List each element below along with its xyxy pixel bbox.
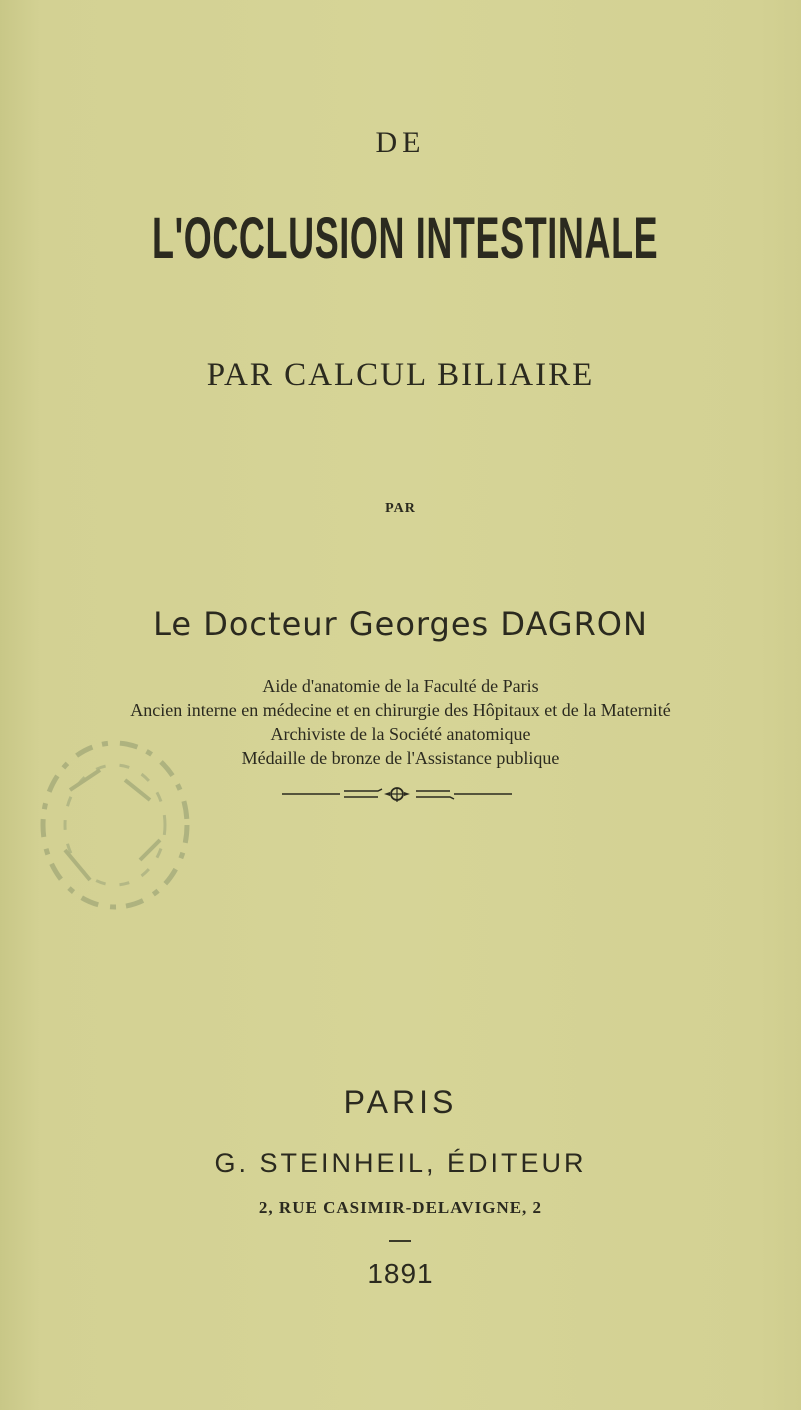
publisher: G. STEINHEIL, ÉDITEUR (214, 1148, 587, 1178)
main-title: L'OCCLUSION INTESTINALE (152, 206, 659, 271)
author-name: Le Docteur Georges DAGRON (153, 605, 648, 643)
title-prefix: DE (375, 126, 426, 159)
by-label: PAR (385, 501, 416, 516)
divider (389, 1240, 411, 1242)
ornamental-rule-icon (282, 782, 512, 806)
library-stamp-icon (30, 730, 200, 920)
author-credential: Médaille de bronze de l'Assistance publique (241, 748, 560, 768)
author-credential: Aide d'anatomie de la Faculté de Paris (262, 676, 539, 696)
publication-city: PARIS (343, 1084, 458, 1120)
author-credential: Ancien interne en médecine et en chirurgie des Hôpitaux et de la Maternité (130, 700, 671, 720)
publication-year: 1891 (367, 1258, 434, 1289)
author-credential: Archiviste de la Société anatomique (270, 724, 531, 744)
publisher-address: 2, RUE CASIMIR-DELAVIGNE, 2 (258, 1198, 543, 1217)
subtitle: PAR CALCUL BILIAIRE (206, 357, 595, 393)
